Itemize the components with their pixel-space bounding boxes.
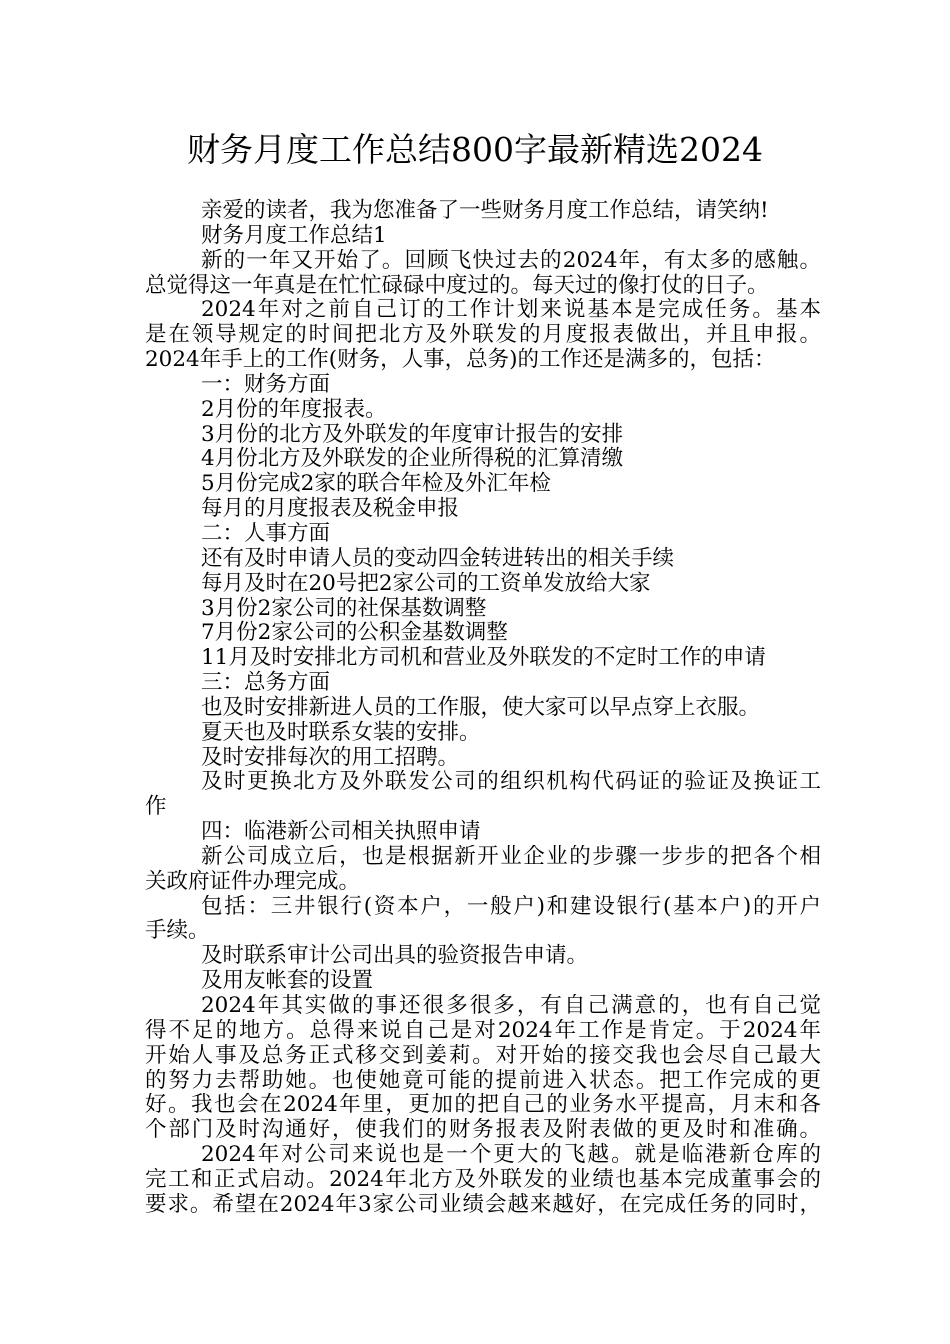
text-line: 2024年手上的工作(财务，人事，总务)的工作还是满多的，包括：: [145, 347, 776, 373]
text-line: 新的一年又开始了。回顾飞快过去的2024年，有太多的感触。: [201, 248, 821, 273]
text-line: 2024年对公司来说也是一个更大的飞越。就是临港新仓库的: [201, 1143, 821, 1168]
text-line: 个部门及时沟通好，使我们的财务报表及附表做的更及时和准确。: [145, 1118, 821, 1143]
text-line: 关政府证件办理完成。: [145, 868, 361, 894]
text-line: 及用友帐套的设置: [201, 968, 374, 994]
document-body: [145, 199, 821, 1218]
text-line: 及时更换北方及外联发公司的组织机构代码证的验证及换证工: [201, 770, 821, 795]
document-title: 财务月度工作总结800字最新精选2024: [187, 130, 763, 169]
text-line: 11月及时安排北方司机和营业及外联发的不定时工作的申请: [201, 645, 766, 671]
text-line: 3月份的北方及外联发的年度审计报告的安排: [201, 421, 624, 447]
text-line: 及时联系审计公司出具的验资报告申请。: [201, 943, 589, 969]
text-line: 4月份北方及外联发的企业所得税的汇算清缴: [201, 446, 624, 472]
text-line: 新公司成立后，也是根据新开业企业的步骤一步步的把各个相: [201, 844, 821, 869]
text-line: 2024年对之前自己订的工作计划来说基本是完成任务。基本: [201, 298, 821, 323]
text-line: 夏天也及时联系女装的安排。: [201, 719, 481, 745]
text-line: 5月份完成2家的联合年检及外汇年检: [201, 471, 551, 497]
text-line: 是在领导规定的时间把北方及外联发的月度报表做出，并且申报。: [145, 323, 821, 348]
text-line: 还有及时申请人员的变动四金转进转出的相关手续: [201, 545, 675, 571]
text-line: 完工和正式启动。2024年北方及外联发的业绩也基本完成董事会的: [145, 1167, 821, 1192]
text-line: 总觉得这一年真是在忙忙碌碌中度过的。每天过的像打仗的日子。: [145, 272, 769, 298]
text-line: 得不足的地方。总得来说自己是对2024年工作是肯定。于2024年: [145, 1018, 821, 1043]
text-line: 也及时安排新进人员的工作服，使大家可以早点穿上衣服。: [201, 694, 761, 720]
text-line: 2月份的年度报表。: [201, 396, 387, 422]
text-line: 三：总务方面: [201, 670, 331, 696]
text-line: 7月份2家公司的公积金基数调整: [201, 620, 508, 646]
text-line: 要求。希望在2024年3家公司业绩会越来越好，在完成任务的同时，: [145, 1192, 821, 1217]
text-line: 二：人事方面: [201, 520, 331, 546]
text-line: 2024年其实做的事还很多很多，有自己满意的，也有自己觉: [201, 994, 821, 1018]
text-line: 一：财务方面: [201, 371, 331, 397]
text-line: 每月及时在20号把2家公司的工资单发放给大家: [201, 570, 651, 596]
text-line: 开始人事及总务正式移交到姜莉。对开始的接交我也会尽自己最大: [145, 1043, 821, 1068]
text-line: 及时安排每次的用工招聘。: [201, 744, 460, 770]
text-line: 好。我也会在2024年里，更加的把自己的业务水平提高，月末和各: [145, 1093, 821, 1118]
text-line: 3月份2家公司的社保基数调整: [201, 595, 487, 621]
text-line: 包括：三井银行(资本户，一般户)和建设银行(基本户)的开户: [201, 894, 821, 919]
text-line: 手续。: [145, 918, 210, 944]
text-line: 财务月度工作总结1: [201, 222, 387, 248]
text-line: 四：临港新公司相关执照申请: [201, 819, 481, 845]
text-line: 作: [145, 794, 167, 820]
text-line: 每月的月度报表及税金申报: [201, 496, 460, 522]
text-line: 亲爱的读者，我为您准备了一些财务月度工作总结，请笑纳!: [201, 198, 769, 223]
text-line: 的努力去帮助她。也使她竟可能的提前进入状态。把工作完成的更: [145, 1068, 821, 1093]
